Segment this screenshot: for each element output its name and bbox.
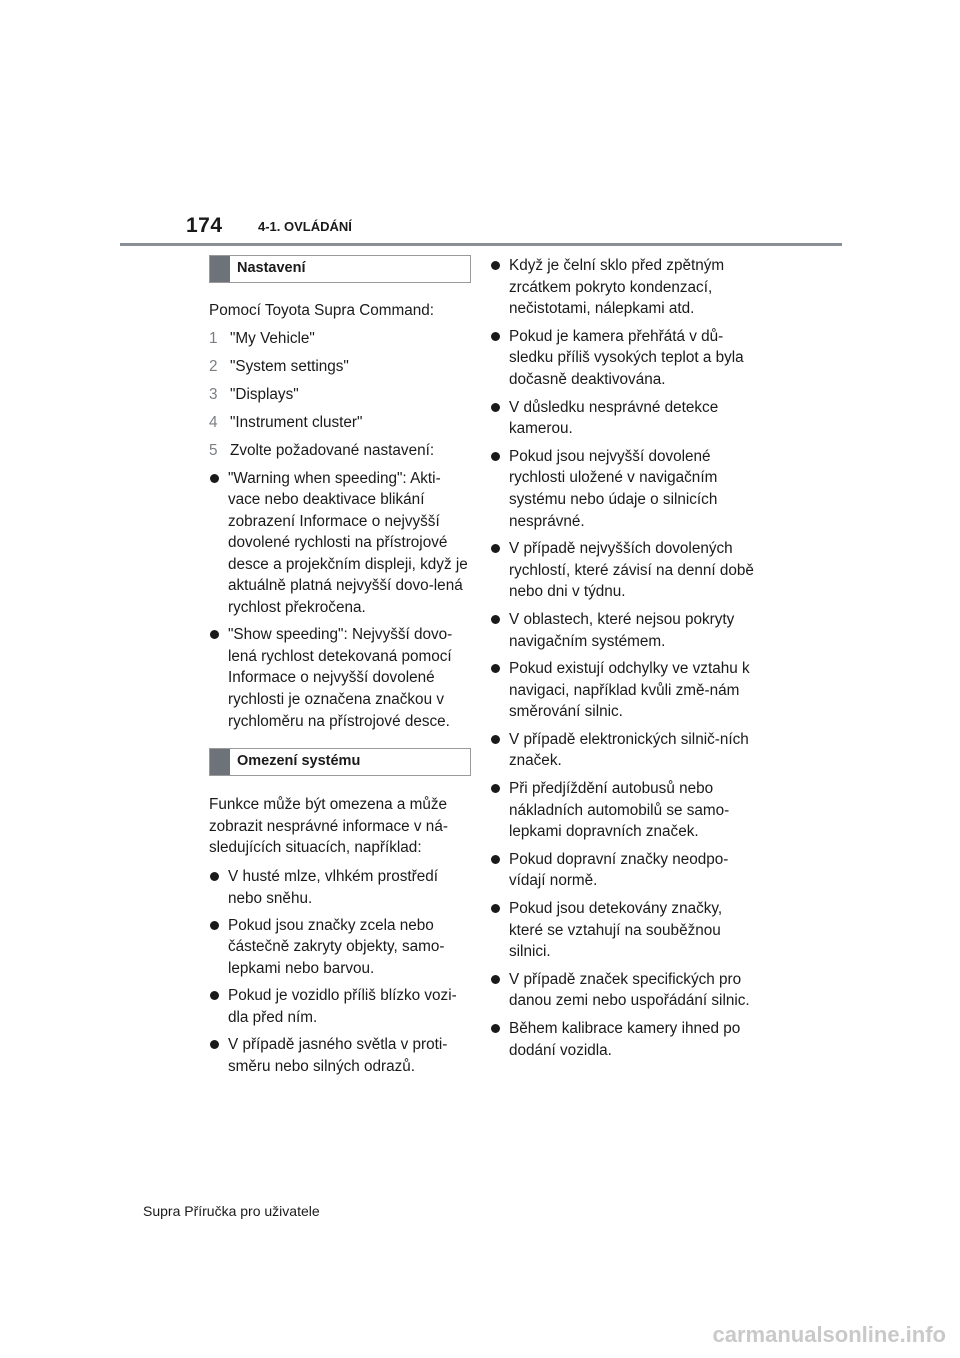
list-item: Pokud existují odchylky ve vztahu k navigaci, například kvůli změ-nám směrování silnic. (490, 658, 755, 723)
step-item (209, 440, 471, 462)
list-item: "Show speeding": Nejvyšší dovo-lená rychlost detekovaná pomocí Informace o nejvyšší dovolené rychlosti je označena značkou v rychloměru na přístrojové desce. (209, 624, 471, 732)
section-header-settings (209, 255, 471, 283)
list-item: Při předjíždění autobusů nebo nákladních automobilů se samo-lepkami dopravních značek. (490, 778, 755, 843)
list-item: V oblastech, které nejsou pokryty navigačním systémem. (490, 609, 755, 652)
page-number: 174 (186, 214, 223, 237)
list-item: V případě jasného světla v proti-směru nebo silných odrazů. (209, 1034, 471, 1077)
step-number: 1 (209, 329, 218, 347)
list-item: Pokud jsou značky zcela nebo částečně zakryty objekty, samo-lepkami nebo barvou. (209, 915, 471, 980)
step-item (209, 356, 471, 378)
step-item (209, 328, 471, 350)
step-text: Zvolte požadované nastavení: (230, 441, 435, 459)
list-item: Pokud je kamera přehřátá v dů-sledku příliš vysokých teplot a byla dočasně deaktivována. (490, 326, 755, 391)
list-item: V důsledku nesprávné detekce kamerou. (490, 397, 755, 440)
settings-steps (209, 328, 471, 462)
watermark: carmanualsonline.info (712, 1322, 946, 1347)
chapter-title: 4-1. OVLÁDÁNÍ (258, 219, 352, 234)
list-item: Pokud je vozidlo příliš blízko vozi-dla před ním. (209, 985, 471, 1028)
list-item: V případě elektronických silnič-ních značek. (490, 729, 755, 772)
left-column (209, 255, 471, 1083)
step-text: "My Vehicle" (230, 329, 315, 347)
list-item: "Warning when speeding": Akti-vace nebo deaktivace blikání zobrazení Informace o nejvyšší dovolené rychlosti na přístrojové desce a projekčním displeji, když je aktuálně platná nejvyšší dovo-lená rychlost překročena. (209, 468, 471, 619)
step-item (209, 412, 471, 434)
list-item: Pokud jsou detekovány značky, které se vztahují na souběžnou silnici. (490, 898, 755, 963)
list-item: Pokud jsou nejvyšší dovolené rychlosti uložené v navigačním systému nebo údaje o silnicích nesprávné. (490, 446, 755, 532)
section-title: Omezení systému (237, 753, 361, 770)
limits-intro: Funkce může být omezena a může zobrazit nesprávné informace v ná-sledujících situacích, například: (209, 796, 448, 857)
limits-list-continued (490, 255, 755, 1061)
list-item: Když je čelní sklo před zpětným zrcátkem pokryto kondenzací, nečistotami, nálepkami atd. (490, 255, 755, 320)
section-marker (210, 256, 230, 282)
list-item: Pokud dopravní značky neodpo-vídají normě. (490, 849, 755, 892)
list-item: V husté mlze, vlhkém prostředí nebo sněhu. (209, 866, 471, 909)
limits-list (209, 866, 471, 1077)
settings-options (209, 468, 471, 733)
footer-title: Supra Příručka pro uživatele (143, 1203, 320, 1219)
right-column (490, 255, 755, 1067)
header-divider (120, 243, 842, 246)
section-header-limits (209, 748, 471, 776)
list-item: V případě nejvyšších dovolených rychlostí, které závisí na denní době nebo dni v týdnu. (490, 538, 755, 603)
step-text: "System settings" (230, 357, 349, 375)
step-text: "Instrument cluster" (230, 413, 363, 431)
step-number: 4 (209, 413, 218, 431)
settings-intro: Pomocí Toyota Supra Command: (209, 302, 435, 319)
section-marker (210, 749, 230, 775)
list-item: V případě značek specifických pro danou zemi nebo uspořádání silnic. (490, 969, 755, 1012)
step-item (209, 384, 471, 406)
step-number: 3 (209, 385, 218, 403)
step-text: "Displays" (230, 385, 299, 403)
step-number: 5 (209, 441, 218, 459)
list-item: Během kalibrace kamery ihned po dodání vozidla. (490, 1018, 755, 1061)
step-number: 2 (209, 357, 218, 375)
section-title: Nastavení (237, 260, 306, 277)
